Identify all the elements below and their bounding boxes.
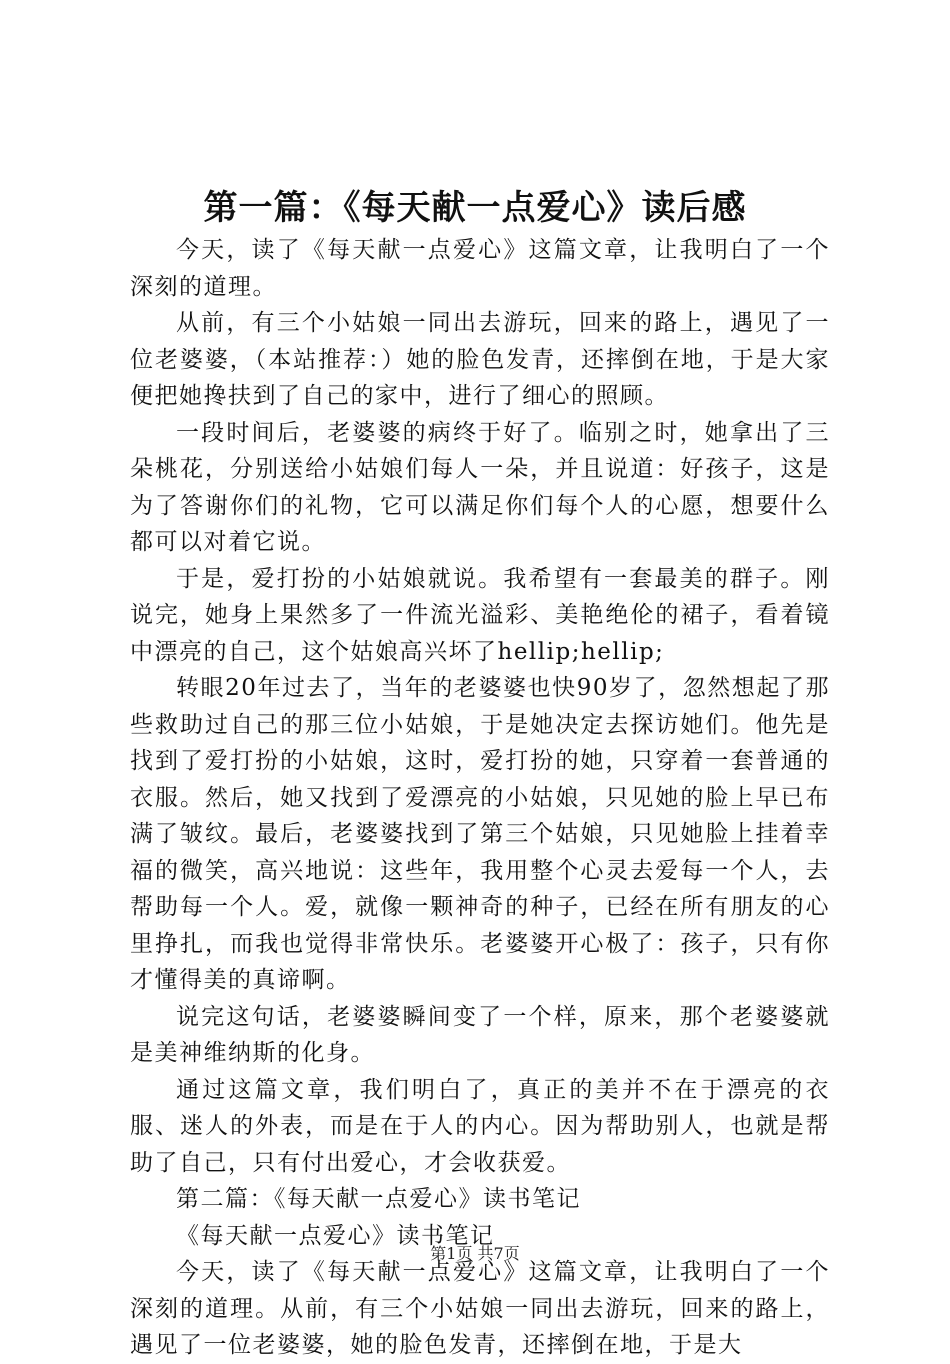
paragraph-2: 从前，有三个小姑娘一同出去游玩，回来的路上，遇见了一位老婆婆，（本站推荐：）她的脸色发青，还摔倒在地，于是大家便把她搀扶到了自己的家中，进行了细心的照顾。 [130,310,830,409]
paragraph-8: 今天，读了《每天献一点爱心》这篇文章，让我明白了一个深刻的道理。从前，有三个小姑娘一同出去游玩，回来的路上，遇见了一位老婆婆，她的脸色发青，还摔倒在地，于是大 [130,1259,830,1358]
paragraph-3: 一段时间后，老婆婆的病终于好了。临别之时，她拿出了三朵桃花，分别送给小姑娘们每人一朵，并且说道：好孩子，这是为了答谢你们的礼物，它可以满足你们每个人的心愿，想要什么都可以对着它说。 [130,419,830,555]
subheading: 《每天献一点爱心》读书笔记 [176,1222,495,1249]
document-title: 第一篇：《每天献一点爱心》读后感 [203,188,747,228]
paragraph-5: 转眼20年过去了，当年的老婆婆也快90岁了，忽然想起了那些救助过自己的那三位小姑娘，于是她决定去探访她们。他先是找到了爱打扮的小姑娘，这时，爱打扮的她，只穿着一套普通的衣服。然后，她又找到了爱漂亮的小姑娘，只见她的脸上早已布满了皱纹。最后，老婆婆找到了第三个姑娘，只见她脸上挂着幸福的微笑，高兴地说：这些年，我用整个心灵去爱每一个人，去帮助每一个人。爱，就像一颗神奇的种子，已经在所有朋友的心里挣扎，而我也觉得非常快乐。老婆婆开心极了：孩子，只有你才懂得美的真谛啊。 [130,675,830,993]
paragraph-6: 说完这句话，老婆婆瞬间变了一个样，原来，那个老婆婆就是美神维纳斯的化身。 [130,1003,830,1066]
section-heading-2: 第二篇：《每天献一点爱心》读书笔记 [176,1186,581,1212]
page-footer: 第1页 共7页 [430,1244,520,1263]
paragraph-7: 通过这篇文章，我们明白了，真正的美并不在于漂亮的衣服、迷人的外表，而是在于人的内心。因为帮助别人，也就是帮助了自己，只有付出爱心，才会收获爱。 [130,1076,830,1176]
document-body [130,232,830,1364]
paragraph-1: 今天，读了《每天献一点爱心》这篇文章，让我明白了一个深刻的道理。 [130,237,830,300]
paragraph-4: 于是，爱打扮的小姑娘就说。我希望有一套最美的群子。刚说完，她身上果然多了一件流光溢彩、美艳绝伦的裙子，看着镜中漂亮的自己，这个姑娘高兴坏了hellip;hellip; [130,565,830,665]
